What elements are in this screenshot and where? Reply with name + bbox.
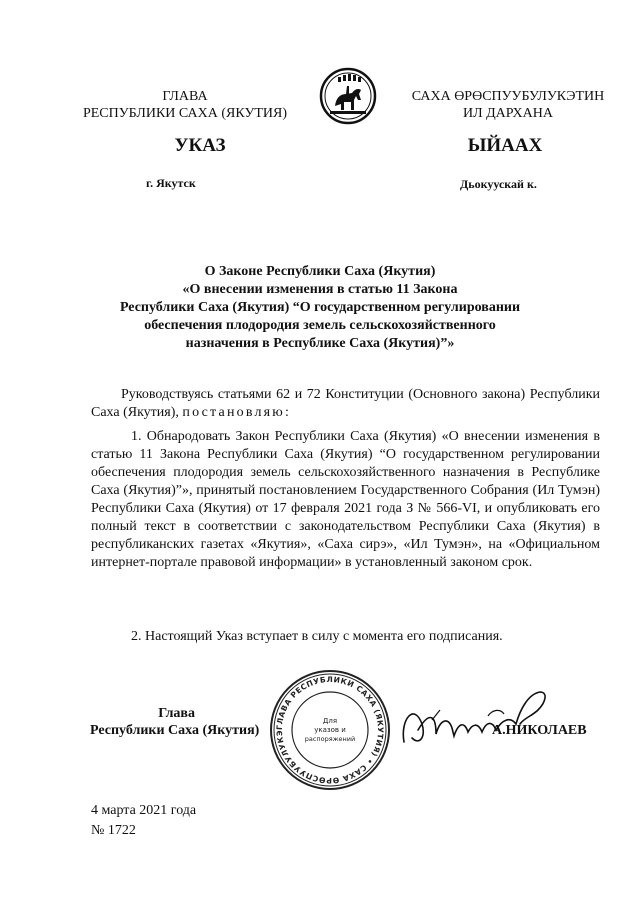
seal-center-line1: Для [322,717,338,725]
preamble-text: Руководствуясь статьями 62 и 72 Конституции (Основного закона) Республики Саха (Якутия), [91,387,600,420]
place-sakha: Дьокуускай к. [460,177,537,191]
seal-center-line3: распоряжений [304,735,356,743]
preamble [91,386,600,422]
official-seal [268,668,392,792]
title-line: обеспечения плодородия земель сельскохозяйственного [144,318,496,333]
doc-type-ru: УКАЗ [174,135,226,156]
item-1: 1. Обнародовать Закон Республики Саха (Якутия) «О внесении изменения в статью 11 Закона Республики Саха (Якутия) “О государственном регулировании обеспечения плодородия земель сельскохозяйственного назначения в Республике Саха (Якутия)”», принятый постановлением Государственного Собрания (Ил Тумэн) Республики Саха (Якутия) от 17 февраля 2021 года З № 566-VI, и опубликовать его полный текст в соответствии с законодательством Республики Саха (Якутия) в республиканских газетах «Якутия», «Саха сирэ», «Ил Тумэн», на «Официальном интернет-портале правовой информации» в установленный законом срок. [91,429,600,570]
place-ru: г. Якутск [146,176,196,190]
issuer-ru [40,88,330,122]
decree-date: 4 марта 2021 года [91,803,197,818]
seal-ring-text: ГЛАВА РЕСПУБЛИКИ САХА (ЯКУТИЯ) • САХА ӨРӨСПУУБУЛУКЭ [274,674,386,786]
seal-center-line2: указов и [314,726,346,734]
signatory-title-line2: Республики Саха (Якутия) [90,723,260,738]
issuer-sakha-line1: САХА ӨРӨСПУУБУЛУКЭТИН [411,89,605,104]
decree-keyword: постановляю: [182,405,292,420]
decree-number: № 1722 [91,823,136,838]
handwritten-signature [392,680,562,760]
title-line: «О внесении изменения в статью 11 Закона [182,282,458,297]
issuer-ru-line1: ГЛАВА [162,89,208,104]
coat-of-arms-emblem [318,66,378,126]
issuer-sakha-line2: ИЛ ДАРХАНА [462,106,553,121]
title-line: О Законе Республики Саха (Якутия) [204,264,436,279]
title-line: назначения в Республике Саха (Якутия)”» [185,336,455,351]
signatory-name: А.НИКОЛАЕВ [492,723,587,738]
item-2: 2. Настоящий Указ вступает в силу с момента его подписания. [131,629,503,644]
document-title [60,263,580,353]
signatory-title [90,705,275,739]
issuer-ru-line2: РЕСПУБЛИКИ САХА (ЯКУТИЯ) [82,106,288,121]
title-line: Республики Саха (Якутия) “О государственном регулировании [119,300,521,315]
issuer-sakha [388,88,628,122]
doc-type-sakha: ЫЙААХ [467,135,543,156]
signatory-title-line1: Глава [158,706,195,721]
